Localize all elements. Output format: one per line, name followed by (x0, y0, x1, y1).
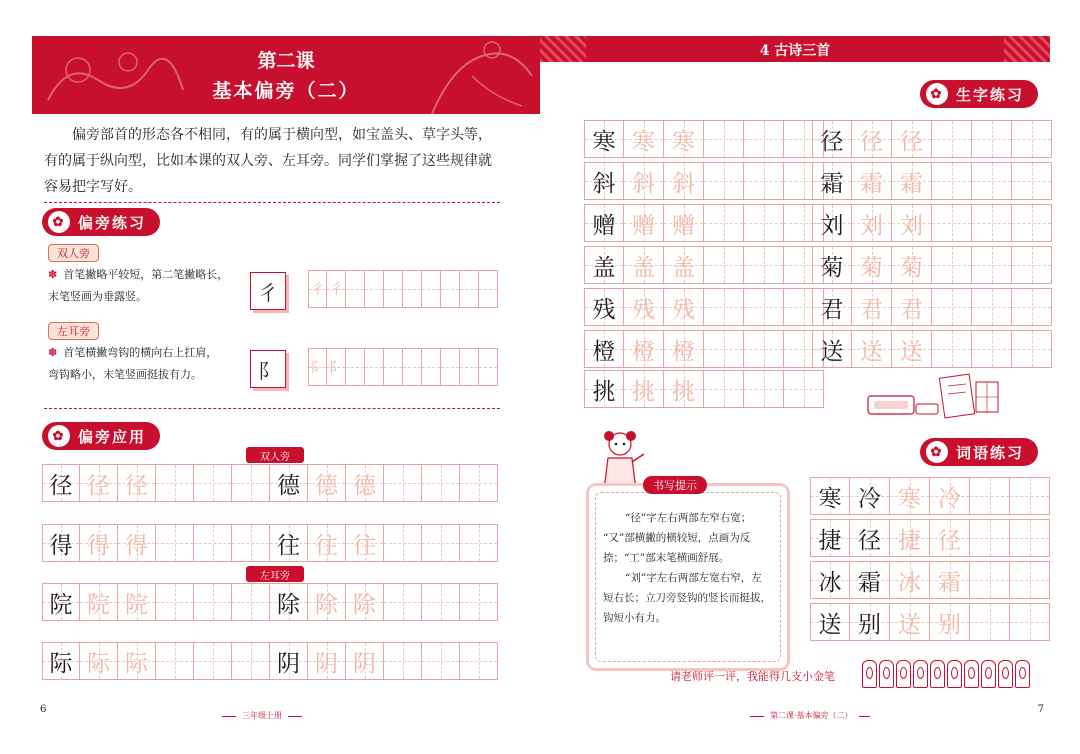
char-row (584, 330, 824, 368)
model-cell: 德 (270, 464, 308, 502)
radical-note (48, 264, 258, 308)
medal-icon: ✿ (926, 441, 948, 463)
blank-cell[interactable] (194, 464, 232, 502)
blank-cell[interactable] (744, 120, 784, 158)
blank-cell[interactable] (1012, 162, 1052, 200)
blank-cell[interactable] (460, 464, 498, 502)
lesson-title: 4 古诗三首 (759, 43, 831, 59)
model-cell: 别 (850, 603, 890, 641)
model-cell: 霜 (850, 561, 890, 599)
blank-cell[interactable] (422, 642, 460, 680)
section-title: 偏旁应用 (78, 427, 147, 446)
model-cell: 挑 (584, 370, 624, 408)
divider (44, 408, 500, 409)
section-title: 词语练习 (956, 443, 1025, 462)
tip-line: 钩短小有力。 (603, 612, 666, 624)
trace-cell[interactable]: 冷 (930, 477, 970, 515)
trace-cell[interactable]: 径 (892, 120, 932, 158)
model-cell: 得 (42, 524, 80, 562)
blank-cell[interactable] (972, 288, 1012, 326)
trace-cell[interactable]: 往 (308, 524, 346, 562)
blank-cell[interactable] (932, 246, 972, 284)
stationery-illustration-icon (866, 370, 1002, 422)
blank-cell[interactable] (1010, 519, 1050, 557)
trace-cell[interactable]: 残 (624, 288, 664, 326)
char-row (584, 120, 824, 158)
medal-icon: ✿ (48, 425, 70, 447)
note-line: 首笔横撇弯钩的横向右上扛肩， (63, 346, 218, 359)
blank-cell[interactable] (972, 204, 1012, 242)
trace-cell[interactable]: 菊 (892, 246, 932, 284)
word-row (810, 477, 1050, 515)
blank-cell[interactable] (384, 348, 403, 386)
tip-line: “径”字左右两部左窄右宽； (625, 512, 752, 524)
blank-cell[interactable] (422, 270, 441, 308)
model-cell: 送 (812, 330, 852, 368)
trace-cell[interactable]: 径 (118, 464, 156, 502)
trace-cell[interactable]: 刘 (892, 204, 932, 242)
pen-icon[interactable] (913, 660, 928, 688)
trace-cell[interactable]: 送 (892, 330, 932, 368)
blank-cell[interactable] (932, 204, 972, 242)
blank-cell[interactable] (744, 246, 784, 284)
radical-tag: 双人旁 (48, 244, 99, 262)
apply-row (42, 464, 498, 502)
blank-cell[interactable] (932, 162, 972, 200)
lesson-banner (32, 36, 540, 114)
medal-icon: ✿ (48, 211, 70, 233)
pen-rating-group (862, 660, 1030, 688)
trace-cell[interactable]: 德 (346, 464, 384, 502)
page-number: 6 (40, 704, 47, 715)
section-word-practice (920, 438, 1038, 466)
page-number: 7 (1037, 704, 1044, 715)
blank-cell[interactable] (346, 270, 365, 308)
pen-icon[interactable] (862, 660, 877, 688)
blank-cell[interactable] (460, 348, 479, 386)
blank-cell[interactable] (232, 464, 270, 502)
blank-cell[interactable] (970, 477, 1010, 515)
blank-cell[interactable] (422, 524, 460, 562)
radical-model-box: 阝 (250, 350, 286, 388)
lesson-title: 基本偏旁（二） (212, 80, 360, 102)
blank-cell[interactable] (194, 583, 232, 621)
char-row (584, 288, 824, 326)
blank-cell[interactable] (970, 519, 1010, 557)
char-row (812, 204, 1052, 242)
trace-cell[interactable]: 斜 (624, 162, 664, 200)
blank-cell[interactable] (384, 270, 403, 308)
blank-cell[interactable] (744, 370, 784, 408)
blank-cell[interactable] (156, 642, 194, 680)
trace-cell[interactable]: 霜 (930, 561, 970, 599)
medal-icon: ✿ (926, 83, 948, 105)
radical-trace-row (308, 348, 498, 386)
trace-cell[interactable]: 院 (80, 583, 118, 621)
trace-cell[interactable]: 斜 (664, 162, 704, 200)
trace-cell[interactable]: 寒 (890, 477, 930, 515)
trace-cell[interactable]: 径 (852, 120, 892, 158)
trace-cell[interactable]: 残 (664, 288, 704, 326)
blank-cell[interactable] (704, 162, 744, 200)
char-row (812, 120, 1052, 158)
trace-cell[interactable]: 送 (852, 330, 892, 368)
section-character-practice (920, 80, 1038, 108)
blank-cell[interactable] (704, 330, 744, 368)
group-label: 左耳旁 (246, 566, 304, 582)
trace-cell[interactable]: 送 (890, 603, 930, 641)
trace-cell[interactable]: 寒 (624, 120, 664, 158)
blank-cell[interactable] (384, 524, 422, 562)
lesson-header-bar (540, 36, 1050, 62)
model-cell: 送 (810, 603, 850, 641)
model-cell: 捷 (810, 519, 850, 557)
model-cell: 残 (584, 288, 624, 326)
tip-line: 短右长；立刀旁竖钩的竖长而挺拔， (603, 592, 771, 604)
model-cell: 径 (812, 120, 852, 158)
radical-note (48, 342, 258, 386)
blank-cell[interactable] (1010, 561, 1050, 599)
model-cell: 刘 (812, 204, 852, 242)
model-cell: 橙 (584, 330, 624, 368)
trace-cell[interactable]: 寒 (664, 120, 704, 158)
apply-row (42, 642, 498, 680)
footer-caption: 第二课·基本偏旁（二） (764, 710, 859, 721)
char-row (584, 204, 824, 242)
trace-cell[interactable]: 院 (118, 583, 156, 621)
blank-cell[interactable] (972, 330, 1012, 368)
trace-cell[interactable]: 际 (80, 642, 118, 680)
blank-cell[interactable] (194, 524, 232, 562)
writing-tip-box (586, 479, 790, 671)
blank-cell[interactable] (232, 642, 270, 680)
trace-cell[interactable]: 除 (346, 583, 384, 621)
trace-cell[interactable]: 阴 (346, 642, 384, 680)
blank-cell[interactable] (232, 583, 270, 621)
blank-cell[interactable] (365, 348, 384, 386)
pen-icon[interactable] (896, 660, 911, 688)
blank-cell[interactable] (1010, 477, 1050, 515)
trace-cell[interactable]: 君 (892, 288, 932, 326)
trace-cell[interactable]: 挑 (664, 370, 704, 408)
pen-icon[interactable] (1015, 660, 1030, 688)
blank-cell[interactable] (1012, 246, 1052, 284)
model-cell: 盖 (584, 246, 624, 284)
blank-cell[interactable] (972, 246, 1012, 284)
trace-cell[interactable]: 彳 (308, 270, 327, 308)
blank-cell[interactable] (479, 348, 498, 386)
radical-tag: 左耳旁 (48, 322, 99, 340)
blank-cell[interactable] (460, 524, 498, 562)
trace-cell[interactable]: 盖 (624, 246, 664, 284)
blank-cell[interactable] (194, 642, 232, 680)
trace-cell[interactable]: 别 (930, 603, 970, 641)
trace-cell[interactable]: 阴 (308, 642, 346, 680)
model-cell: 院 (42, 583, 80, 621)
trace-cell[interactable]: 捷 (890, 519, 930, 557)
trace-cell[interactable]: 冰 (890, 561, 930, 599)
char-row (812, 330, 1052, 368)
blank-cell[interactable] (384, 464, 422, 502)
section-radical-practice (42, 208, 160, 236)
blank-cell[interactable] (422, 583, 460, 621)
pen-icon[interactable] (964, 660, 979, 688)
model-cell: 际 (42, 642, 80, 680)
blank-cell[interactable] (441, 270, 460, 308)
divider (44, 202, 500, 203)
blank-cell[interactable] (422, 464, 460, 502)
model-cell: 除 (270, 583, 308, 621)
blank-cell[interactable] (156, 583, 194, 621)
blank-cell[interactable] (970, 561, 1010, 599)
blank-cell[interactable] (403, 348, 422, 386)
blank-cell[interactable] (365, 270, 384, 308)
apply-row (42, 524, 498, 562)
blank-cell[interactable] (932, 288, 972, 326)
tip-line: “又”部横撇的横较短，点画为反 (603, 532, 751, 544)
trace-cell[interactable]: 君 (852, 288, 892, 326)
lesson-number: 第二课 (257, 50, 315, 72)
char-row (812, 288, 1052, 326)
blank-cell[interactable] (704, 120, 744, 158)
blank-cell[interactable] (441, 348, 460, 386)
model-cell: 阴 (270, 642, 308, 680)
blank-cell[interactable] (422, 348, 441, 386)
tip-title: 书写提示 (643, 476, 707, 494)
pen-icon[interactable] (879, 660, 894, 688)
tip-line: “刘”字左右两部左宽右窄，左 (625, 572, 762, 584)
char-row (584, 370, 824, 408)
blank-cell[interactable] (460, 642, 498, 680)
trace-cell[interactable]: 径 (80, 464, 118, 502)
blank-cell[interactable] (156, 524, 194, 562)
model-cell: 君 (812, 288, 852, 326)
trace-cell[interactable]: 德 (308, 464, 346, 502)
blank-cell[interactable] (704, 370, 744, 408)
word-row (810, 561, 1050, 599)
model-cell: 斜 (584, 162, 624, 200)
model-cell: 径 (850, 519, 890, 557)
intro-paragraph: 偏旁部首的形态各不相同，有的属于横向型，如宝盖头、草字头等，有的属于纵向型，比如本课的双人旁、左耳旁。同学们掌握了这些规律就容易把字写好。 (44, 127, 492, 195)
section-title: 偏旁练习 (78, 213, 147, 232)
trace-cell[interactable]: 阝 (327, 348, 346, 386)
blank-cell[interactable] (346, 348, 365, 386)
blank-cell[interactable] (1012, 288, 1052, 326)
blank-cell[interactable] (972, 162, 1012, 200)
blank-cell[interactable] (403, 270, 422, 308)
trace-cell[interactable]: 彳 (327, 270, 346, 308)
word-row (810, 519, 1050, 557)
section-radical-application (42, 422, 160, 450)
blank-cell[interactable] (704, 246, 744, 284)
trace-cell[interactable]: 阝 (308, 348, 327, 386)
trace-cell[interactable]: 得 (118, 524, 156, 562)
model-cell: 寒 (810, 477, 850, 515)
model-cell: 冷 (850, 477, 890, 515)
trace-cell[interactable]: 挑 (624, 370, 664, 408)
blank-cell[interactable] (744, 162, 784, 200)
trace-cell[interactable]: 际 (118, 642, 156, 680)
char-row (812, 162, 1052, 200)
blank-cell[interactable] (970, 603, 1010, 641)
char-row (584, 162, 824, 200)
right-page (540, 36, 1050, 720)
char-row (584, 246, 824, 284)
blank-cell[interactable] (972, 120, 1012, 158)
model-cell: 往 (270, 524, 308, 562)
model-cell: 赠 (584, 204, 624, 242)
blank-cell[interactable] (784, 370, 824, 408)
note-line: 首笔撇略平较短，第二笔撇略长， (63, 268, 229, 281)
blank-cell[interactable] (1012, 204, 1052, 242)
blank-cell[interactable] (744, 330, 784, 368)
group-label: 双人旁 (246, 447, 304, 463)
radical-trace-row (308, 270, 498, 308)
trace-cell[interactable]: 菊 (852, 246, 892, 284)
blank-cell[interactable] (479, 270, 498, 308)
rating-prompt: 请老师评一评，我能得几支小金笔 (670, 670, 835, 683)
model-cell: 寒 (584, 120, 624, 158)
trace-cell[interactable]: 刘 (852, 204, 892, 242)
radical-model-box: 彳 (250, 272, 286, 310)
model-cell: 霜 (812, 162, 852, 200)
trace-cell[interactable]: 橙 (664, 330, 704, 368)
blank-cell[interactable] (1012, 330, 1052, 368)
blank-cell[interactable] (744, 204, 784, 242)
trace-cell[interactable]: 往 (346, 524, 384, 562)
blank-cell[interactable] (156, 464, 194, 502)
blank-cell[interactable] (932, 120, 972, 158)
trace-cell[interactable]: 霜 (852, 162, 892, 200)
pen-icon[interactable] (998, 660, 1013, 688)
word-row (810, 603, 1050, 641)
star-icon: ✽ (48, 346, 58, 359)
blank-cell[interactable] (744, 288, 784, 326)
model-cell: 冰 (810, 561, 850, 599)
trace-cell[interactable]: 径 (930, 519, 970, 557)
trace-cell[interactable]: 赠 (664, 204, 704, 242)
blank-cell[interactable] (460, 270, 479, 308)
model-cell: 径 (42, 464, 80, 502)
pen-icon[interactable] (930, 660, 945, 688)
blank-cell[interactable] (460, 583, 498, 621)
star-icon: ✽ (48, 268, 58, 281)
trace-cell[interactable]: 橙 (624, 330, 664, 368)
apply-row (42, 583, 498, 621)
trace-cell[interactable]: 霜 (892, 162, 932, 200)
trace-cell[interactable]: 赠 (624, 204, 664, 242)
section-title: 生字练习 (956, 85, 1025, 104)
tip-line: 捺；“工”部末笔横画舒展。 (603, 552, 730, 564)
pen-icon[interactable] (981, 660, 996, 688)
blank-cell[interactable] (384, 583, 422, 621)
blank-cell[interactable] (1010, 603, 1050, 641)
pen-icon[interactable] (947, 660, 962, 688)
blank-cell[interactable] (384, 642, 422, 680)
blank-cell[interactable] (1012, 120, 1052, 158)
tip-text (603, 508, 775, 628)
trace-cell[interactable]: 得 (80, 524, 118, 562)
char-row (812, 246, 1052, 284)
model-cell: 菊 (812, 246, 852, 284)
blank-cell[interactable] (704, 204, 744, 242)
note-line: 弯钩略小，末笔竖画挺拔有力。 (48, 368, 202, 381)
blank-cell[interactable] (932, 330, 972, 368)
left-page (32, 36, 540, 720)
trace-cell[interactable]: 除 (308, 583, 346, 621)
footer-caption: 三年级上册 (236, 710, 288, 721)
trace-cell[interactable]: 盖 (664, 246, 704, 284)
blank-cell[interactable] (232, 524, 270, 562)
note-line: 末笔竖画为垂露竖。 (48, 290, 147, 303)
blank-cell[interactable] (704, 288, 744, 326)
